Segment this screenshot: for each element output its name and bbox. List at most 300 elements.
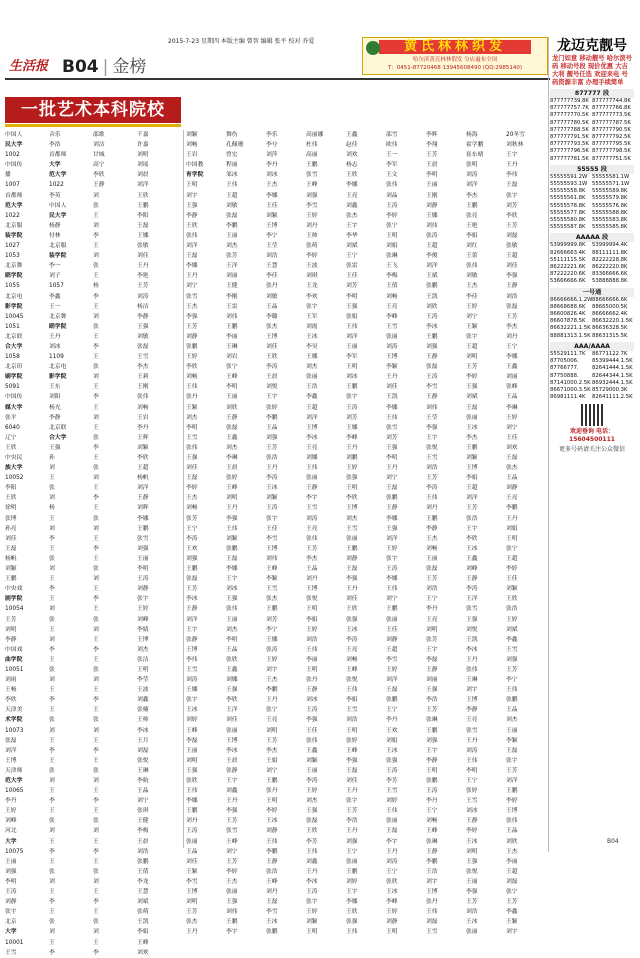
list-cell: 刘浩 (346, 717, 358, 724)
list-cell: 刘 (49, 929, 55, 936)
list-row (186, 352, 546, 362)
list-row (5, 938, 181, 948)
list-cell: 王强 (306, 808, 318, 815)
list-cell: 张琳 (426, 838, 438, 845)
list-cell: 王宇 (346, 222, 358, 229)
list-row (5, 826, 181, 836)
list-cell: 北京电 (49, 364, 67, 371)
list-cell: 张鹏 (137, 858, 149, 865)
list-cell: 李乐 (266, 132, 278, 138)
list-cell: 刘强 (186, 555, 198, 562)
list-cell: 张敏 (506, 243, 518, 250)
list-cell: 王伟 (266, 838, 278, 845)
list-cell: 刘 (93, 525, 99, 532)
list-cell: 李 (93, 293, 99, 300)
list-cell: 王明 (306, 666, 318, 673)
list-cell: 王 (49, 626, 55, 633)
list-cell: 王佳 (506, 434, 518, 441)
list-cell: 中国戏 (5, 646, 23, 653)
sidebar-promo: 龙门如意 移动靓号 哈尔滨号码 移动号段 现价优惠 大吉大利 靓号任选 欢迎来电 号码资源丰富 办理手续简单 (552, 55, 632, 86)
list-cell: 王琳 (466, 677, 478, 684)
list-cell: 张磊 (137, 343, 149, 350)
list-cell: 王冰 (466, 424, 478, 431)
list-cell: 王强 (186, 767, 198, 774)
list-row (5, 221, 181, 231)
list-row (5, 261, 181, 271)
list-cell: 王冰 (466, 545, 478, 552)
list-cell: 中国人 (5, 132, 23, 138)
list-row (5, 615, 181, 625)
list-cell: 王峰 (266, 566, 278, 573)
list-cell: 李峰 (386, 313, 398, 320)
phone-number: 53999999.8K (550, 242, 586, 249)
list-cell: 王磊 (386, 485, 398, 492)
list-cell: 张 (49, 485, 55, 492)
list-row (186, 382, 546, 392)
list-cell: 刘强 (506, 656, 518, 663)
list-cell: 1053 (5, 253, 20, 260)
list-cell: 王超 (466, 343, 478, 350)
list-cell: 刘明 (226, 495, 238, 502)
list-cell: 刘洋 (466, 182, 478, 189)
leaf-icon (366, 41, 380, 55)
list-cell: 1057 (49, 283, 64, 290)
list-row (186, 473, 546, 483)
list-cell: 刘畅 (186, 374, 198, 381)
list-cell: 刘洋 (506, 778, 518, 784)
list-cell: 10073 (5, 727, 24, 734)
list-cell: 李涛 (266, 364, 278, 371)
list-cell: 王杰 (466, 283, 478, 290)
list-cell: 张杰 (346, 212, 358, 219)
phone-number: 86666666.1.2W (550, 296, 593, 303)
phone-number: 55555581.1W (592, 173, 630, 180)
list-row (186, 877, 546, 887)
list-cell: 李华 (346, 232, 358, 239)
headline-underbar (5, 124, 181, 127)
list-row (5, 211, 181, 221)
list-cell: 天津师 (5, 767, 23, 774)
list-cell: 王静 (306, 485, 318, 492)
list-cell: 刘宇 (186, 192, 198, 199)
list-row (5, 423, 181, 433)
list-cell: 刘丹 (306, 576, 318, 583)
list-cell: 张琳 (426, 717, 438, 724)
list-cell: 张宇 (186, 697, 198, 704)
list-cell: 李强 (466, 889, 478, 896)
list-cell: 杨海 (466, 132, 478, 138)
list-cell: 李涛 (266, 475, 278, 482)
list-cell: 张 (49, 767, 55, 774)
list-cell: 李冰 (426, 323, 438, 330)
list-cell: 刘杰 (137, 646, 149, 653)
list-cell: 杨洁 (137, 303, 149, 310)
list-cell: 张丹 (266, 283, 278, 290)
list-cell: 王冰 (386, 889, 398, 896)
column-divider (183, 130, 184, 848)
list-cell: 张雷 (346, 263, 358, 270)
list-cell: 张伟 (466, 263, 478, 270)
list-cell: 张丹 (306, 677, 318, 684)
list-cell: 刘宇 (506, 929, 518, 936)
list-cell: 王慧 (266, 263, 278, 270)
list-cell: 王娜 (306, 354, 318, 361)
list-cell: 王 (93, 455, 99, 461)
list-cell: 李颖 (266, 576, 278, 583)
list-cell: 王宇 (426, 646, 438, 653)
phone-number: 55555585.8K (592, 224, 628, 231)
list-cell: 王峰 (226, 838, 238, 845)
list-cell: 李欣 (93, 172, 105, 179)
list-cell: 王磊 (266, 899, 278, 906)
list-cell: 李杰 (266, 747, 278, 754)
list-cell: 刘明 (466, 354, 478, 361)
list-cell: 欧伟 (386, 142, 398, 149)
list-cell: 王亮 (346, 192, 358, 199)
list-cell: 刘 (93, 677, 99, 684)
list-cell: 张欣 (386, 878, 398, 885)
list-cell: 刘浩 (466, 909, 478, 916)
list-cell: 刘浩 (137, 848, 149, 855)
list-cell: 王凯 (137, 919, 149, 926)
list-cell: 王文 (386, 172, 398, 179)
list-cell: 甘城 (93, 152, 105, 159)
list-cell: 刘芳 (266, 616, 278, 623)
list-cell: 张鹏 (386, 697, 398, 704)
list-cell: 千嘉 (137, 132, 149, 138)
list-cell: 李 (93, 949, 99, 956)
list-cell: 王雪 (386, 788, 398, 795)
list-cell: 中国传 (5, 162, 23, 169)
list-cell: 李涛 (346, 636, 358, 643)
list-cell: 刘杰 (186, 414, 198, 421)
list-cell: 李芳 (306, 838, 318, 845)
list-cell: 王明 (386, 929, 398, 936)
list-row (186, 887, 546, 897)
list-row (5, 655, 181, 665)
phone-number: 55555589.8K (592, 188, 628, 195)
phone-number: 53666666.6K (550, 278, 586, 285)
list-cell: 刘岩 (226, 354, 238, 361)
list-cell: 李丹 (5, 798, 17, 805)
list-cell: 张 (49, 616, 55, 623)
list-cell: 刘洋 (137, 182, 149, 189)
list-cell: 王鹏 (346, 384, 358, 391)
list-cell: 刘 (93, 828, 99, 835)
list-cell: 王 (93, 273, 99, 280)
list-cell: 刘佳 (346, 778, 358, 784)
list-cell: 刘红 (466, 243, 478, 250)
list-cell: 李峰 (386, 899, 398, 906)
list-cell: 张雪 (137, 535, 149, 542)
list-cell: 张 (93, 818, 99, 825)
phone-number: 55111115.5K (550, 256, 586, 263)
list-cell: 李娟 (346, 697, 358, 704)
list-cell: 刘宁 (506, 424, 518, 431)
list-cell: 李军 (386, 162, 398, 169)
sidebar-footer: 欢迎垂询 电话：15604500111 (569, 428, 615, 444)
list-cell: 刘静 (346, 555, 358, 562)
number-group-label: AAA/AAAA (550, 342, 634, 351)
list-cell: 李 (93, 798, 99, 805)
list-cell: 王冰 (466, 919, 478, 926)
list-cell: 刘佳 (5, 535, 17, 542)
list-row (186, 665, 546, 675)
list-cell: 王磊 (506, 455, 518, 461)
list-row (5, 392, 181, 402)
list-cell: 刘秋林 (506, 142, 524, 149)
list-cell: 刘伟 (226, 313, 238, 320)
list-cell: 李雪 (266, 909, 278, 916)
list-cell: 王鹏 (426, 333, 438, 340)
list-cell: 王婷 (346, 465, 358, 472)
list-cell: 李 (93, 394, 99, 401)
list-cell: 1022 (5, 212, 20, 219)
list-cell: 王伟 (346, 929, 358, 936)
list-cell: 李婷 (466, 828, 478, 835)
list-cell: 王宁 (346, 253, 358, 260)
list-cell: 刘杰 (226, 444, 238, 451)
list-cell: 王强 (426, 687, 438, 694)
list-cell: 李辉 (426, 132, 438, 138)
list-cell: 王婷 (306, 788, 318, 795)
list-cell: 王晶 (306, 566, 318, 573)
phone-number: 877777788.5K (550, 126, 589, 133)
list-cell: 张磊 (506, 303, 518, 310)
list-cell: 王博 (306, 586, 318, 593)
list-cell: 王 (93, 606, 99, 613)
list-cell: 刘鑫 (137, 697, 149, 704)
list-cell: 王晶 (506, 828, 518, 835)
list-row (5, 604, 181, 614)
list-cell: 王健 (137, 818, 149, 825)
list-cell: 刘鑫 (346, 202, 358, 209)
list-cell: 李娟 (306, 616, 318, 623)
list-row (186, 796, 546, 806)
list-cell: 王 (93, 333, 99, 340)
list-cell: 李杰 (137, 364, 149, 371)
list-cell: 刘宇 (266, 666, 278, 673)
list-cell: 张悦 (137, 757, 149, 764)
list-row (5, 897, 181, 907)
list-cell: 王博 (426, 889, 438, 896)
list-cell: 刘 (49, 828, 55, 835)
list-cell: 刘明 (466, 848, 478, 855)
list-cell: 刘敏 (137, 333, 149, 340)
list-row (5, 917, 181, 927)
list-cell: 刘敏 (266, 293, 278, 300)
phone-number: 86666662.4K (592, 311, 628, 318)
list-cell: 王明 (346, 727, 358, 734)
list-row (5, 645, 181, 655)
list-cell: 刘畅 (386, 293, 398, 300)
phone-number: 877777792.5K (592, 134, 631, 141)
list-cell: 张丽 (306, 475, 318, 482)
phone-number: 88665000.5K (592, 303, 628, 310)
list-row (5, 776, 181, 786)
list-row (5, 160, 181, 170)
list-cell: 刘明 (186, 899, 198, 906)
list-cell: 王丽 (426, 555, 438, 562)
list-row (5, 675, 181, 685)
list-cell: 张涛 (266, 646, 278, 653)
list-cell: 邵歌 (93, 132, 105, 138)
list-row (5, 180, 181, 190)
phone-number: 88631315.5K (592, 332, 628, 339)
list-cell: 王波 (306, 263, 318, 270)
list-cell: 剧学院 (5, 596, 23, 603)
list-cell: 刘强 (426, 343, 438, 350)
list-cell: 刘明 (137, 152, 149, 159)
list-cell: 王博 (466, 697, 478, 704)
list-cell: 王伟 (346, 687, 358, 694)
phone-number: 55555587.8K (550, 224, 586, 231)
list-cell: 张峰 (506, 384, 518, 391)
list-cell: 李鹏 (226, 222, 238, 229)
list-cell: 刘冰 (226, 586, 238, 593)
phone-number: 55555583.8K (592, 217, 628, 224)
list-cell: 王丽 (226, 616, 238, 623)
list-cell: 王健 (226, 283, 238, 290)
list-cell: 王伟 (466, 757, 478, 764)
list-cell: 李 (49, 798, 55, 805)
list-cell: 李 (93, 747, 99, 754)
list-cell: 王雪 (346, 707, 358, 714)
list-cell: 刘磊 (137, 747, 149, 754)
list-cell: 刘 (49, 465, 55, 472)
list-cell: 王丽 (226, 394, 238, 401)
list-cell: 刘静 (426, 202, 438, 209)
list-row (186, 150, 546, 160)
list-cell: 刘冰 (306, 697, 318, 704)
list-cell: 杨帆 (5, 555, 17, 562)
list-cell: 李 (93, 545, 99, 552)
list-cell: 王晶 (506, 475, 518, 482)
list-cell: 李雪 (386, 656, 398, 663)
list-cell: 张宁 (226, 364, 238, 371)
list-cell: 王博 (266, 545, 278, 552)
list-cell: 李静 (5, 636, 17, 643)
list-cell: 李娜 (386, 404, 398, 411)
list-cell: 刘浩 (426, 465, 438, 472)
list-cell: 王欣 (506, 596, 518, 603)
list-cell: 王鹏 (266, 778, 278, 784)
list-cell: 王婷 (306, 626, 318, 633)
list-cell: 张 (93, 263, 99, 270)
list-cell: 10065 (5, 788, 24, 795)
list-cell: 族大学 (5, 465, 23, 472)
list-cell: 张丽 (386, 333, 398, 340)
list-cell: 王博 (386, 354, 398, 361)
phone-number: 88881313.1.5K (550, 332, 591, 339)
list-cell: 王伟 (386, 414, 398, 421)
list-cell: 王涛 (306, 889, 318, 896)
list-cell: 王强 (346, 303, 358, 310)
phone-number: 86632220.1.5K (592, 318, 633, 325)
list-cell: 刘宁 (186, 283, 198, 290)
list-cell: 王颖 (186, 404, 198, 411)
list-row (5, 534, 181, 544)
list-cell: 张欣 (186, 778, 198, 784)
list-cell: 王雪 (5, 949, 17, 956)
list-cell: 刘涛 (466, 747, 478, 754)
phone-number: 877777796.5K (550, 148, 589, 155)
list-cell: 李欣 (226, 697, 238, 704)
list-cell: 李 (49, 949, 55, 956)
list-cell: 李宇 (306, 495, 318, 502)
list-row (5, 130, 181, 140)
list-cell: 王峰 (306, 182, 318, 189)
list-cell: 李杰 (466, 192, 478, 199)
list-cell: 王伟 (386, 808, 398, 815)
list-cell: 高丽 (306, 152, 318, 159)
list-cell: 王 (93, 707, 99, 714)
list-row (5, 766, 181, 776)
list-cell: 刘欢 (346, 152, 358, 159)
list-cell: 张琳 (386, 253, 398, 260)
list-cell: 王 (49, 707, 55, 714)
list-cell: 刘杰 (306, 364, 318, 371)
list-cell: 张浩 (266, 455, 278, 461)
list-cell: 刘杰 (226, 626, 238, 633)
list-cell: 王婷 (506, 616, 518, 623)
list-cell: 王晶 (266, 424, 278, 431)
phone-number: 86932444.1.5K (592, 379, 633, 386)
list-cell: 王丹 (506, 162, 518, 169)
list-cell: 张磊 (186, 576, 198, 583)
list-row (186, 564, 546, 574)
list-cell: 王伟 (186, 788, 198, 795)
list-cell: 王明 (346, 364, 358, 371)
list-cell: 李俊 (426, 253, 438, 260)
list-cell: 王婷 (386, 666, 398, 673)
list-row (186, 201, 546, 211)
list-cell: 王亮 (506, 495, 518, 502)
list-cell: 王欢 (386, 727, 398, 734)
list-cell: 王涛 (266, 505, 278, 512)
list-cell: 王宇 (226, 576, 238, 583)
list-cell: 王佳 (346, 273, 358, 280)
list-cell: 刘颖 (5, 566, 17, 573)
list-cell: 王凯 (386, 394, 398, 401)
list-cell: 王芳 (506, 222, 518, 229)
list-cell: 王明 (346, 485, 358, 492)
list-cell: 张 (93, 717, 99, 724)
list-cell: 刘静 (506, 485, 518, 492)
list-cell: 王 (49, 838, 55, 845)
list-cell: 张平 (5, 414, 17, 421)
list-cell: 李 (49, 747, 55, 754)
list-cell: 刘欣 (506, 838, 518, 845)
list-cell: 张宁 (266, 707, 278, 714)
list-cell: 刘 (49, 778, 55, 784)
list-cell: 刘佳 (186, 465, 198, 472)
list-cell: 刘 (93, 878, 99, 885)
list-cell: 李刚 (226, 293, 238, 300)
list-cell: 曾宏 (226, 152, 238, 159)
list-cell: 张 (49, 868, 55, 875)
edition-header (62, 52, 146, 77)
list-cell: 张宁 (386, 222, 398, 229)
list-cell: 刘静 (266, 828, 278, 835)
list-cell: 王 (93, 212, 99, 219)
ad-title: 黄氏林林织发 (379, 40, 531, 54)
list-cell: 王冰 (266, 919, 278, 926)
list-cell: 刘宇 (426, 878, 438, 885)
list-cell: 张 (49, 919, 55, 926)
list-cell: 1051 (5, 323, 20, 330)
list-row (5, 544, 181, 554)
